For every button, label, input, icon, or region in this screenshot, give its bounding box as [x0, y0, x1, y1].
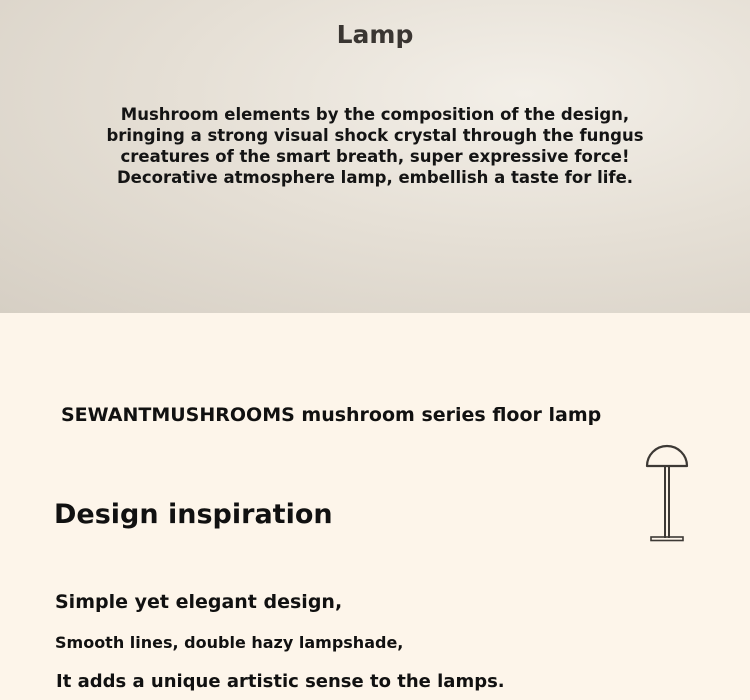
series-title: SEWANTMUSHROOMS mushroom series floor lamp — [61, 404, 602, 426]
inspiration-line: It adds a unique artistic sense to the lamps. — [56, 671, 505, 692]
inspiration-line: Simple yet elegant design, — [55, 591, 343, 613]
hero-description-line: bringing a strong visual shock crystal through the fungus — [106, 126, 644, 145]
hero-description-line: Decorative atmosphere lamp, embellish a taste for life. — [116, 168, 634, 187]
floor-lamp-icon — [644, 444, 690, 548]
hero-banner — [0, 0, 750, 313]
hero-description — [0, 104, 750, 188]
hero-title: Lamp — [336, 20, 414, 49]
hero-description-line: creatures of the smart breath, super expressive force! — [120, 147, 630, 166]
inspiration-line: Smooth lines, double hazy lampshade, — [55, 633, 404, 652]
hero-description-line: Mushroom elements by the composition of the design, — [120, 105, 630, 124]
design-inspiration-heading: Design inspiration — [54, 499, 333, 530]
